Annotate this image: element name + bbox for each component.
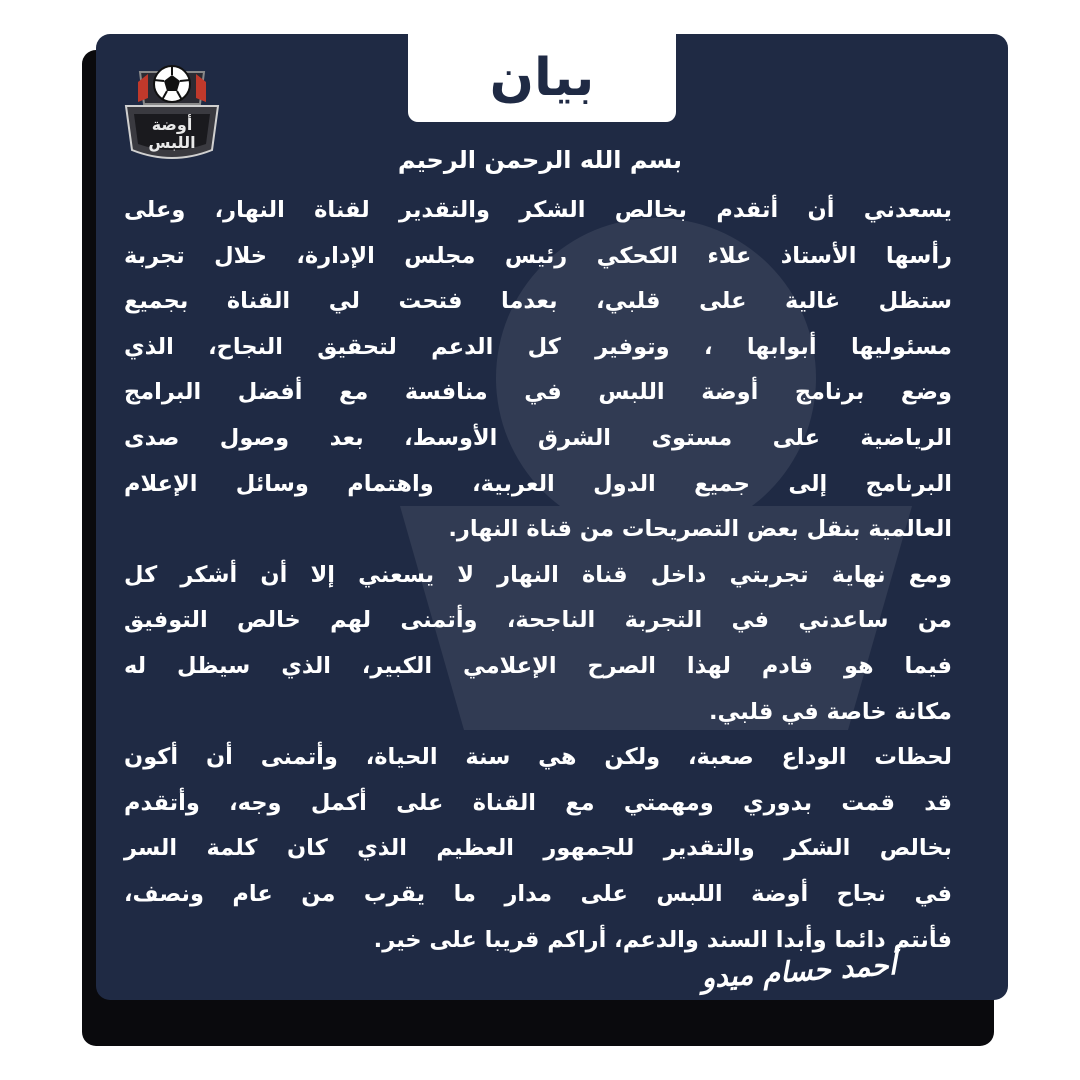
paragraph-line: بخالص الشكر والتقدير للجمهور العظيم الذي كان كلمة السر — [124, 835, 952, 862]
title-box — [408, 34, 676, 122]
logo-wordmark — [126, 106, 218, 158]
paragraph-line: وضع برنامج أوضة اللبس في منافسة مع أفضل البرامج — [124, 379, 952, 406]
statement-paragraph — [124, 188, 952, 553]
paragraph-line: يسعدني أن أتقدم بخالص الشكر والتقدير لقناة النهار، وعلى — [124, 197, 952, 223]
basmala: بسم الله الرحمن الرحيم — [397, 146, 683, 174]
paragraph-line: العالمية بنقل بعض التصريحات من قناة النهار. — [448, 516, 952, 543]
svg-text:أوضة: أوضة — [151, 115, 193, 134]
page-title: بيان — [489, 48, 595, 108]
statement-paragraph — [124, 553, 952, 735]
statement-paragraph — [124, 735, 952, 963]
show-logo — [118, 58, 226, 166]
statement-body — [124, 188, 952, 963]
paragraph-line: مكانة خاصة في قلبي. — [708, 698, 952, 725]
paragraph-line: فيما هو قادم لهذا الصرح الإعلامي الكبير، الذي سيظل له — [124, 652, 952, 679]
paragraph-line: فأنتم دائما وأبدا السند والدعم، أراكم قريبا على خير. — [373, 926, 952, 953]
signature: أحمد حسام ميدو — [700, 948, 898, 995]
svg-text:اللبس: اللبس — [148, 133, 196, 152]
paragraph-line: في نجاح أوضة اللبس على مدار ما يقرب من عام ونصف، — [124, 880, 952, 907]
paragraph-line: لحظات الوداع صعبة، ولكن هي سنة الحياة، وأتمنى أن أكون — [124, 744, 952, 771]
paragraph-line: البرنامج إلى جميع الدول العربية، واهتمام وسائل الإعلام — [124, 470, 952, 497]
football-icon — [138, 66, 206, 104]
paragraph-line: ومع نهاية تجربتي داخل قناة النهار لا يسعني إلا أن أشكر كل — [124, 561, 952, 588]
paragraph-line: ستظل غالية على قلبي، بعدما فتحت لي القناة بجميع — [124, 288, 952, 315]
paragraph-line: قد قمت بدوري ومهمتي مع القناة على أكمل وجه، وأتقدم — [124, 789, 952, 816]
paragraph-line: رأسها الأستاذ علاء الكحكي رئيس مجلس الإدارة، خلال تجربة — [124, 242, 952, 269]
paragraph-line: مسئوليها أبوابها ، وتوفير كل الدعم لتحقيق النجاح، الذي — [124, 333, 952, 360]
paragraph-line: الرياضية على مستوى الشرق الأوسط، بعد وصول صدى — [124, 424, 952, 451]
paragraph-line: من ساعدني في التجربة الناجحة، وأتمنى لهم خالص التوفيق — [124, 607, 952, 634]
